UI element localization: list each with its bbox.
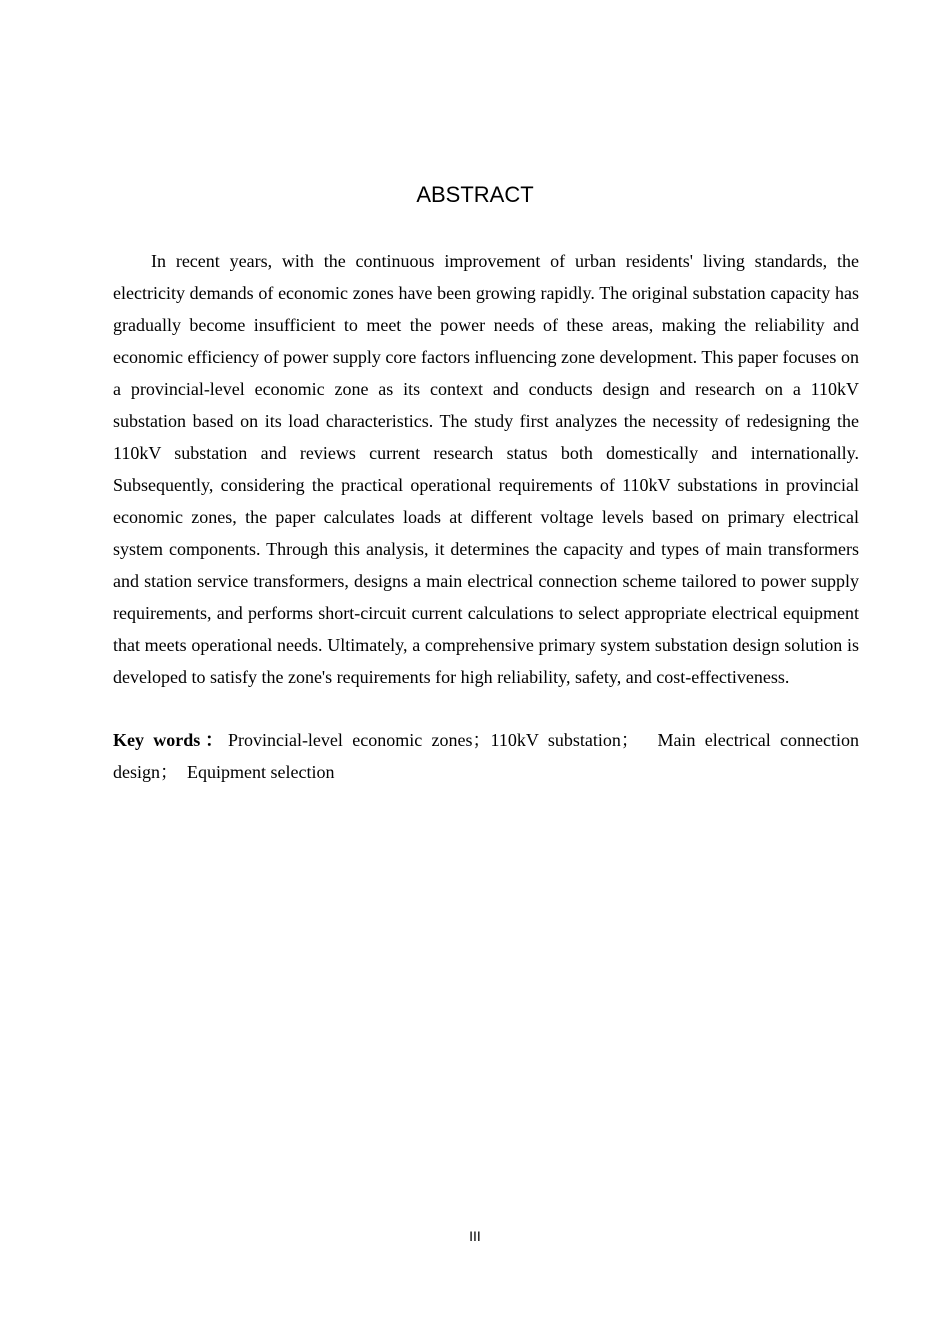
abstract-paragraph: In recent years, with the continuous improvement of urban residents' living standards, the electricity demands of economic zones have been growing rapidly. The original substation capacity has gradually become insufficient to meet the power needs of these areas, making the reliability and economic efficiency of power supply core factors influencing zone development. This paper focuses on a provincial-level economic zone as its context and conducts design and research on a 110kV substation based on its load characteristics. The study first analyzes the necessity of redesigning the 110kV substation and reviews current research status both domestically and internationally. Subsequently, considering the practical operational requirements of 110kV substations in provincial economic zones, the paper calculates loads at different voltage levels based on primary electrical system components. Through this analysis, it determines the capacity and types of main transformers and station service transformers, designs a main electrical connection scheme tailored to power supply requirements, and performs short-circuit current calculations to select appropriate electrical equipment that meets operational needs. Ultimately, a comprehensive primary system substation design solution is developed to satisfy the zone's requirements for high reliability, safety, and cost-effectiveness.	[113, 251, 859, 687]
keywords-label: Key words：	[113, 730, 228, 750]
page-number: III	[469, 1228, 481, 1244]
keywords-text: Provincial-level economic zones；110kV substation； Main electrical connection design； Equipment selection	[113, 730, 859, 782]
abstract-title: ABSTRACT	[416, 182, 534, 207]
keywords-line	[113, 724, 859, 788]
